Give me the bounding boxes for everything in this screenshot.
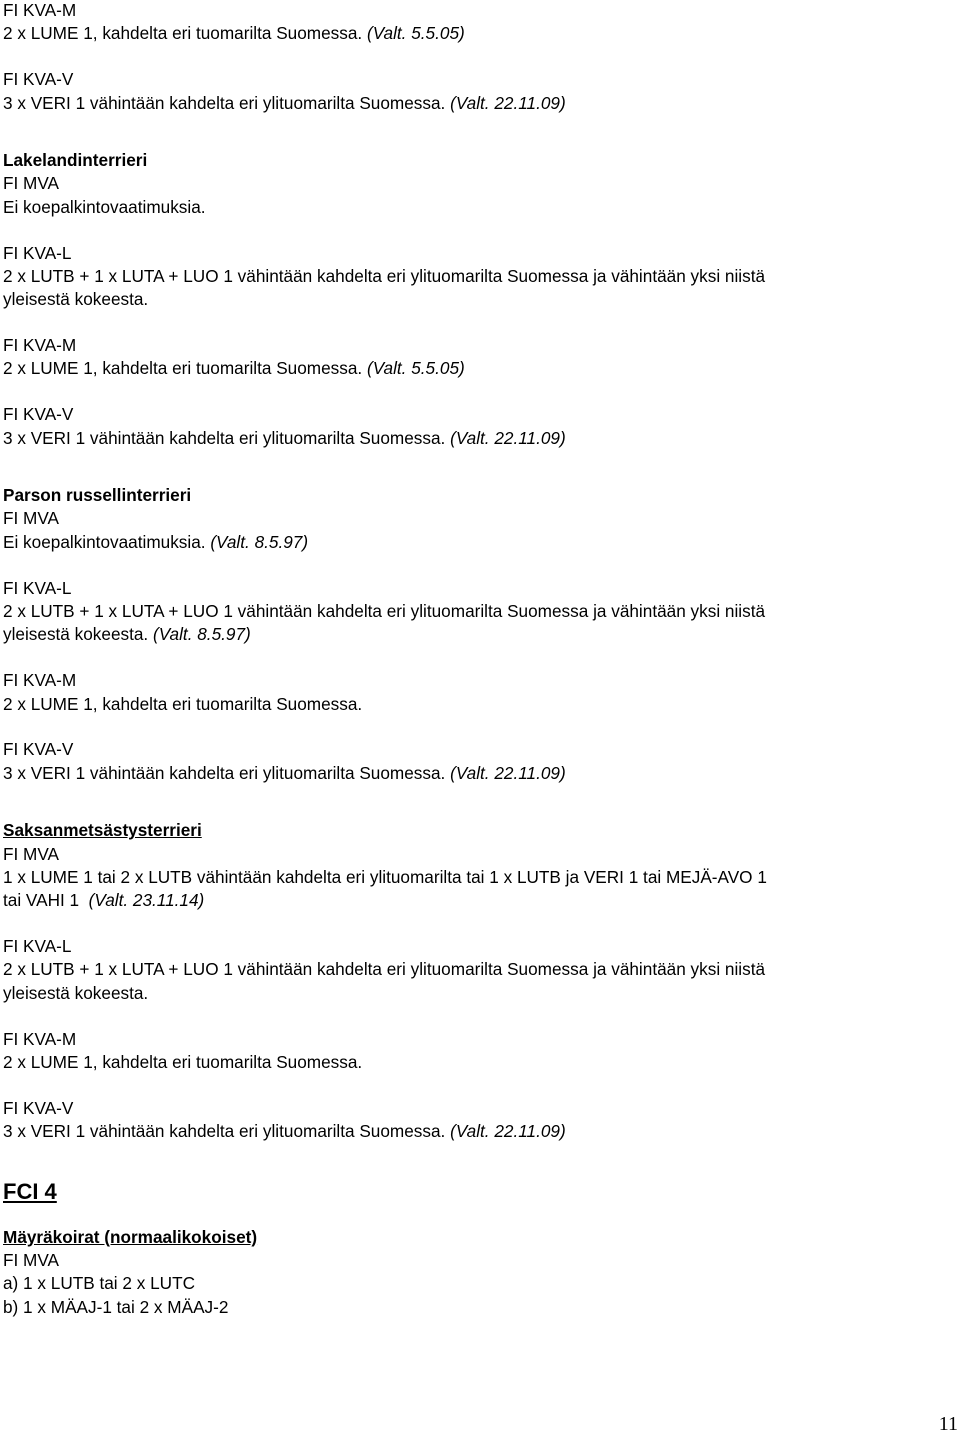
- requirement-text: 3 x VERI 1 vähintään kahdelta eri ylituomarilta Suomessa.: [3, 427, 451, 448]
- requirement-blocks: [3, 0, 953, 1144]
- requirement-block: [3, 334, 953, 381]
- title-label: FI MVA: [3, 508, 60, 529]
- requirement-line: [3, 196, 953, 219]
- validity-date: (Valt. 22.11.09): [450, 92, 566, 113]
- requirement-line: [3, 22, 953, 45]
- breed-heading: Mäyräkoirat (normaalikokoiset): [3, 1226, 258, 1247]
- requirement-text: tai VAHI 1: [3, 890, 89, 911]
- requirement-text: 3 x VERI 1 vähintään kahdelta eri ylituomarilta Suomessa.: [3, 92, 451, 113]
- spacer: [3, 647, 953, 669]
- requirement-line: [3, 762, 953, 785]
- requirement-block: [3, 149, 953, 219]
- breed-heading: Lakelandinterrieri: [3, 149, 148, 170]
- validity-date: (Valt. 8.5.97): [153, 624, 251, 645]
- breed-heading: Parson russellinterrieri: [3, 485, 192, 506]
- spacer: [3, 785, 953, 819]
- requirement-block: [3, 403, 953, 450]
- validity-date: (Valt. 8.5.97): [210, 531, 309, 552]
- requirement-text: 2 x LUTB + 1 x LUTA + LUO 1 vähintään kahdelta eri ylituomarilta Suomessa ja vähintään yksi niistä: [3, 959, 766, 980]
- requirement-line: [3, 288, 953, 311]
- requirement-text: yleisestä kokeesta.: [3, 624, 153, 645]
- requirement-text: yleisestä kokeesta.: [3, 289, 149, 310]
- fci-group-heading: FCI 4: [3, 1178, 57, 1204]
- spacer: [3, 381, 953, 403]
- requirement-text: Ei koepalkintovaatimuksia.: [3, 196, 206, 217]
- spacer: [3, 46, 953, 68]
- title-label: FI KVA-M: [3, 335, 77, 356]
- requirement-line: [3, 92, 953, 115]
- validity-date: (Valt. 5.5.05): [366, 358, 465, 379]
- requirement-text: yleisestä kokeesta.: [3, 982, 149, 1003]
- requirement-block: [3, 577, 953, 647]
- title-label: FI KVA-M: [3, 670, 77, 691]
- validity-date: (Valt. 23.11.14): [88, 890, 205, 911]
- spacer: [3, 716, 953, 738]
- requirement-block: [3, 738, 953, 785]
- requirement-text: 2 x LUME 1, kahdelta eri tuomarilta Suomessa.: [3, 23, 367, 44]
- requirement-text: Ei koepalkintovaatimuksia.: [3, 531, 211, 552]
- requirement-block: [3, 0, 953, 46]
- requirement-line: [3, 1051, 953, 1074]
- title-label: FI KVA-L: [3, 936, 72, 957]
- requirement-block: [3, 484, 953, 554]
- requirement-line: [3, 265, 953, 288]
- requirement-line: [3, 982, 953, 1005]
- validity-date: (Valt. 22.11.09): [450, 1121, 566, 1142]
- title-label: FI KVA-V: [3, 739, 74, 760]
- spacer: [3, 450, 953, 484]
- requirement-text: a) 1 x LUTB tai 2 x LUTC: [3, 1273, 195, 1294]
- spacer: [3, 1144, 953, 1178]
- title-label: FI KVA-V: [3, 69, 74, 90]
- title-label: FI KVA-M: [3, 1028, 77, 1049]
- title-label: FI KVA-L: [3, 242, 72, 263]
- requirement-text: 2 x LUTB + 1 x LUTA + LUO 1 vähintään kahdelta eri ylituomarilta Suomessa ja vähintään yksi niistä: [3, 265, 766, 286]
- spacer: [3, 554, 953, 576]
- title-label: FI MVA: [3, 843, 60, 864]
- title-label: FI MVA: [3, 1249, 60, 1270]
- title-label: FI KVA-L: [3, 577, 72, 598]
- requirement-text: b) 1 x MÄAJ-1 tai 2 x MÄAJ-2: [3, 1296, 229, 1317]
- title-label: FI MVA: [3, 173, 60, 194]
- spacer: [3, 312, 953, 334]
- spacer: [3, 115, 953, 149]
- title-label: FI KVA-V: [3, 1097, 74, 1118]
- requirement-line: [3, 623, 953, 646]
- requirement-text: 2 x LUME 1, kahdelta eri tuomarilta Suomessa.: [3, 358, 367, 379]
- requirement-line: [3, 889, 953, 912]
- breed-heading: Saksanmetsästysterrieri: [3, 820, 202, 841]
- requirement-line: [3, 531, 953, 554]
- requirement-line: [3, 866, 953, 889]
- requirement-text: 2 x LUME 1, kahdelta eri tuomarilta Suomessa.: [3, 1052, 363, 1073]
- title-label: FI KVA-V: [3, 404, 74, 425]
- validity-date: (Valt. 5.5.05): [366, 23, 465, 44]
- page-number: 11: [938, 1413, 958, 1435]
- spacer: [3, 219, 953, 241]
- spacer: [3, 1074, 953, 1096]
- requirement-block: [3, 1097, 953, 1144]
- title-label: FI KVA-M: [3, 0, 77, 20]
- document-page: [3, 0, 953, 1319]
- spacer: [3, 1206, 953, 1226]
- requirement-block: [3, 1028, 953, 1075]
- requirement-block: [3, 819, 953, 913]
- requirement-text: 3 x VERI 1 vähintään kahdelta eri ylituomarilta Suomessa.: [3, 762, 451, 783]
- validity-date: (Valt. 22.11.09): [450, 427, 566, 448]
- requirement-line: [3, 427, 953, 450]
- spacer: [3, 1005, 953, 1027]
- requirement-line: [3, 693, 953, 716]
- requirement-block: [3, 935, 953, 1005]
- requirement-text: 1 x LUME 1 tai 2 x LUTB vähintään kahdelta eri ylituomarilta tai 1 x LUTB ja VERI 1 tai MEJÄ-AVO 1: [3, 866, 767, 887]
- validity-date: (Valt. 22.11.09): [450, 762, 566, 783]
- requirement-line: [3, 600, 953, 623]
- requirement-text: 2 x LUME 1, kahdelta eri tuomarilta Suomessa.: [3, 693, 363, 714]
- requirement-line: [3, 958, 953, 981]
- requirement-block: [3, 669, 953, 716]
- requirement-line: [3, 1120, 953, 1143]
- spacer: [3, 913, 953, 935]
- requirement-text: 3 x VERI 1 vähintään kahdelta eri ylituomarilta Suomessa.: [3, 1121, 451, 1142]
- requirement-block: [3, 242, 953, 312]
- requirement-block: [3, 68, 953, 115]
- requirement-text: 2 x LUTB + 1 x LUTA + LUO 1 vähintään kahdelta eri ylituomarilta Suomessa ja vähintään yksi niistä: [3, 600, 766, 621]
- requirement-line: [3, 357, 953, 380]
